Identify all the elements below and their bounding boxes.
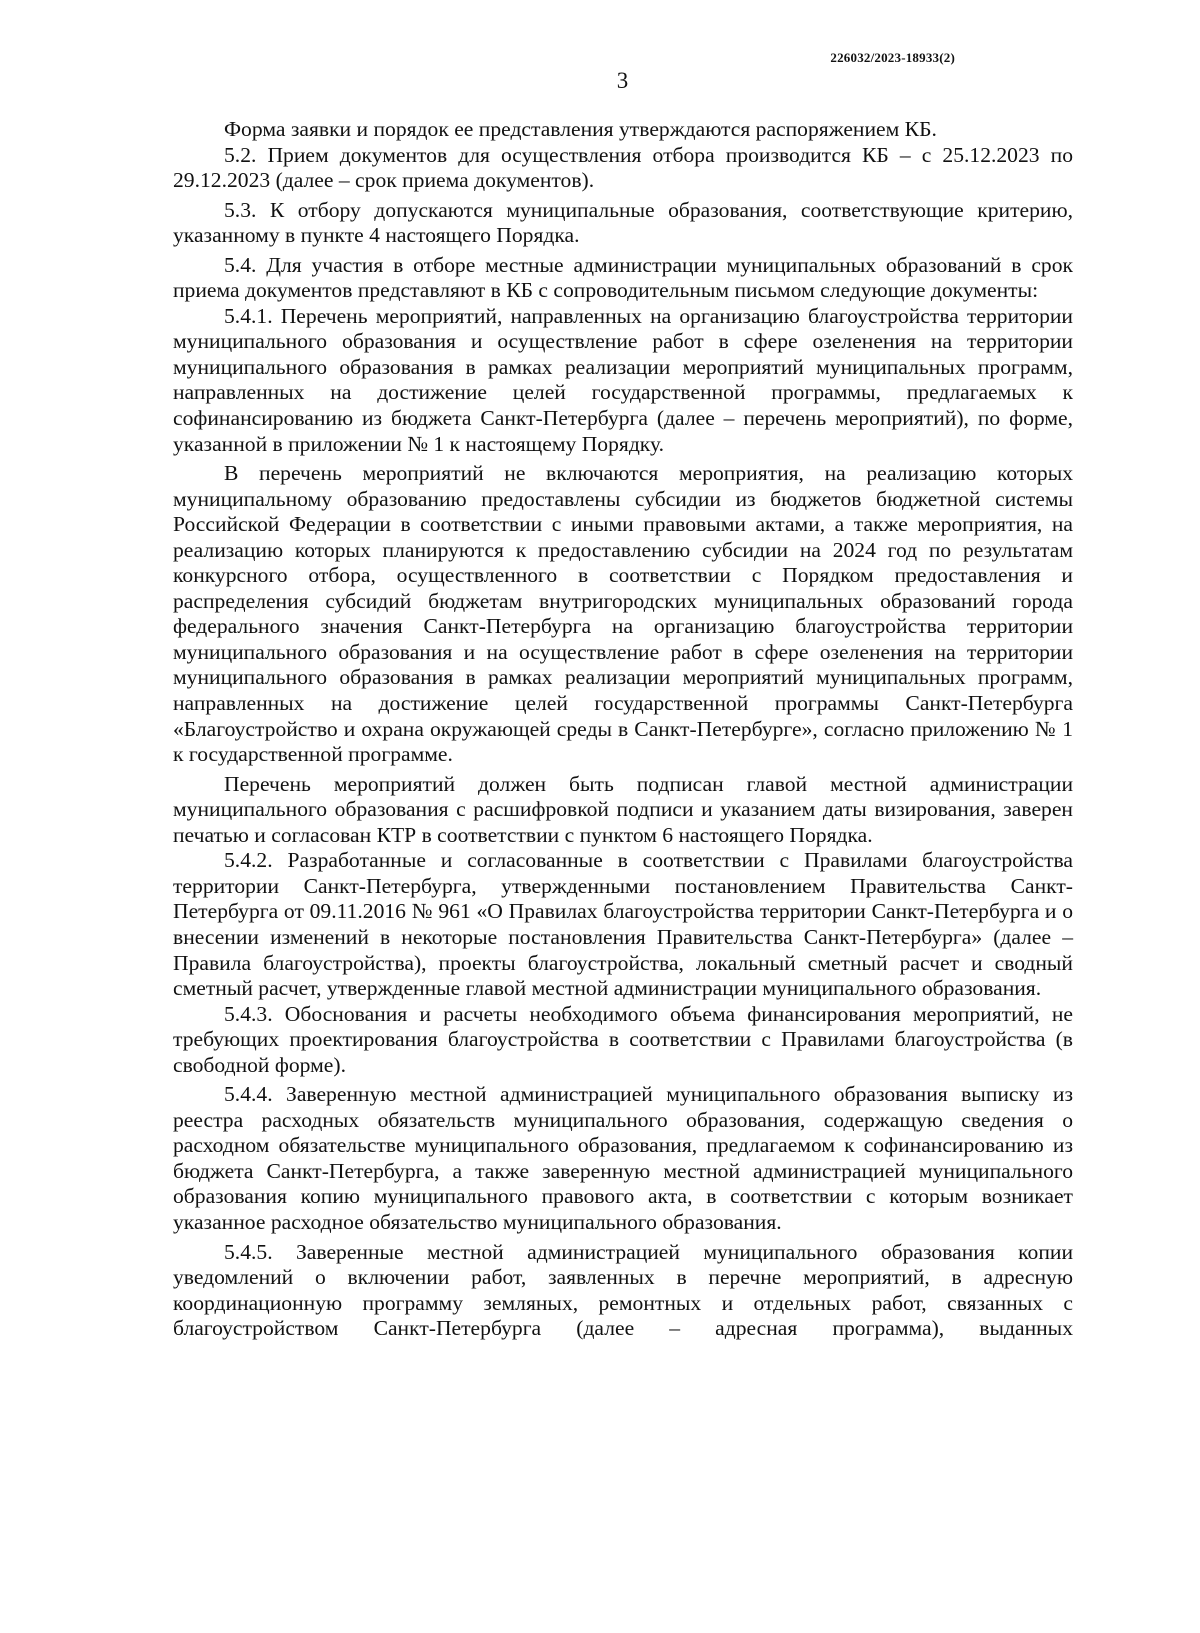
- paragraph-5-4-3: 5.4.3. Обоснования и расчеты необходимого объема финансирования мероприятий, не требующих проектирования благоустройства в соответствии с Правилами благоустройства (в свободной форме).: [173, 1001, 1073, 1077]
- document-body: [173, 117, 1073, 1342]
- paragraph-5-4-2: 5.4.2. Разработанные и согласованные в соответствии с Правилами благоустройства территории Санкт-Петербурга, утвержденными постановлением Правительства Санкт-Петербурга от 09.11.2016 № 961 «О Правилах благоустройства территории Санкт-Петербурга и о внесении изменений в некоторые постановления Правительства Санкт-Петербурга» (далее – Правила благоустройства), проекты благоустройства, локальный сметный расчет и сводный сметный расчет, утвержденные главой местной администрации муниципального образования.: [173, 848, 1073, 1001]
- paragraph-5-3: 5.3. К отбору допускаются муниципальные образования, соответствующие критерию, указанному в пункте 4 настоящего Порядка.: [173, 197, 1073, 248]
- page-number: 3: [616, 68, 629, 93]
- document-id: 226032/2023-18933(2): [830, 50, 955, 65]
- paragraph-5-4: 5.4. Для участия в отборе местные администрации муниципальных образований в срок приема документов представляют в КБ с сопроводительным письмом следующие документы:: [173, 252, 1073, 303]
- paragraph-5-4-4: 5.4.4. Заверенную местной администрацией муниципального образования выписку из реестра расходных обязательств муниципального образования, содержащую сведения о расходном обязательстве муниципального образования, предлагаемом к софинансированию из бюджета Санкт-Петербурга, а также заверенную местной администрацией муниципального образования копию муниципального правового акта, в соответствии с которым возникает указанное расходное обязательство муниципального образования.: [173, 1082, 1073, 1234]
- paragraph-signature-requirements: Перечень мероприятий должен быть подписан главой местной администрации муниципального образования с расшифровкой подписи и указанием даты визирования, заверен печатью и согласован КТР в соответствии с пунктом 6 настоящего Порядка.: [173, 771, 1073, 847]
- paragraph-5-4-1: 5.4.1. Перечень мероприятий, направленных на организацию благоустройства территории муниципального образования и осуществление работ в сфере озеленения на территории муниципального образования в рамках реализации мероприятий муниципальных программ, направленных на достижение целей государственной программы, предлагаемых к софинансированию из бюджета Санкт-Петербурга (далее – перечень мероприятий), по форме, указанной в приложении № 1 к настоящему Порядку.: [173, 303, 1073, 456]
- paragraph-exclusions: В перечень мероприятий не включаются мероприятия, на реализацию которых муниципальному образованию предоставлены субсидии из бюджетов бюджетной системы Российской Федерации в соответствии с иными правовыми актами, а также мероприятия, на реализацию которых планируются к предоставлению субсидии на 2024 год по результатам конкурсного отбора, осуществленного в соответствии с Порядком предоставления и распределения субсидий бюджетам внутригородских муниципальных образований города федерального значения Санкт-Петербурга на организацию благоустройства территории муниципального образования и на осуществление работ в сфере озеленения на территории муниципального образования в рамках реализации мероприятий муниципальных программ, направленных на достижение целей государственной программы Санкт-Петербурга «Благоустройство и охрана окружающей среды в Санкт-Петербурге», согласно приложению № 1 к государственной программе.: [173, 461, 1073, 767]
- paragraph-5-2: 5.2. Прием документов для осуществления отбора производится КБ – с 25.12.2023 по 29.12.2023 (далее – срок приема документов).: [173, 142, 1073, 193]
- paragraph-application-form: Форма заявки и порядок ее представления утверждаются распоряжением КБ.: [224, 117, 937, 141]
- paragraph-5-4-5: 5.4.5. Заверенные местной администрацией муниципального образования копии уведомлений о включении работ, заявленных в перечне мероприятий, в адресную координационную программу земляных, ремонтных и отдельных работ, связанных с благоустройством Санкт-Петербурга (далее – адресная программа), выданных: [173, 1239, 1073, 1341]
